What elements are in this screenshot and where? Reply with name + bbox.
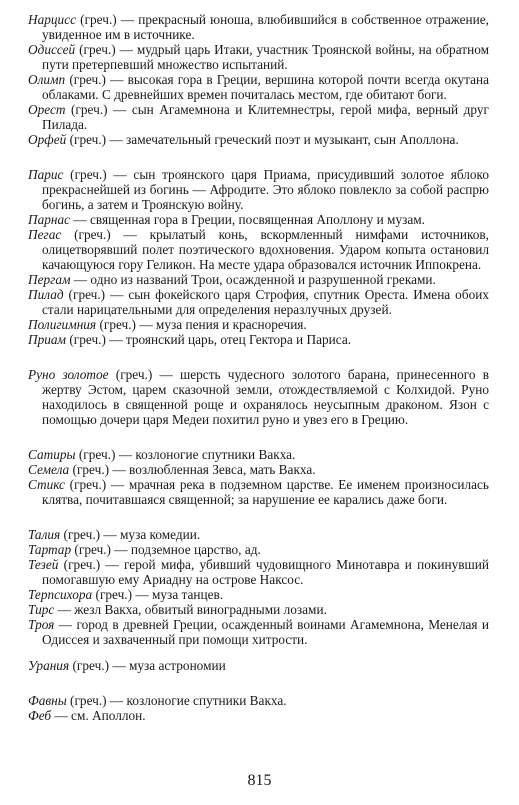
- entry-term: Нарцисс: [28, 12, 76, 27]
- glossary-entry: [28, 658, 489, 673]
- entry-term: Пегас: [28, 227, 62, 242]
- glossary-entry: [28, 332, 489, 347]
- entry-definition: (греч.) — возлюбленная Зевса, мать Вакха.: [69, 462, 316, 477]
- entry-definition: (греч.) — троянский царь, отец Гектора и Париса.: [66, 332, 352, 347]
- page-number: 815: [247, 772, 272, 789]
- entry-term: Руно золотое: [28, 367, 109, 382]
- entry-definition: (греч.) — замечательный греческий поэт и музыкант, сын Аполлона.: [66, 132, 459, 147]
- glossary-entry: [28, 367, 489, 427]
- entry-definition: (греч.) — козлоногие спутники Вакха.: [66, 693, 287, 708]
- entry-definition: (греч.) — козлоногие спутники Вакха.: [75, 447, 296, 462]
- entry-definition: (греч.) — сын троянского царя Приама, присудивший золотое яблоко прекраснейшей из богинь — Афродите. Это яблоко повлекло за собой распрю богинь, а затем и Троянскую войну.: [42, 167, 489, 212]
- glossary-entry: [28, 447, 489, 462]
- glossary-entry: [28, 12, 489, 42]
- entry-term: Приам: [28, 332, 67, 347]
- section-gap: [28, 507, 489, 527]
- entry-definition: (греч.) — муза пения и красноречия.: [96, 317, 307, 332]
- entry-term: Орест: [28, 102, 66, 117]
- entry-definition: — см. Аполлон.: [51, 708, 146, 723]
- entry-definition: (греч.) — муза комедии.: [60, 527, 201, 542]
- entry-definition: — одно из названий Трои, осажденной и разрушенной греками.: [70, 272, 436, 287]
- glossary-entry: [28, 42, 489, 72]
- entry-term: Полигимния: [28, 317, 97, 332]
- entry-term: Парис: [28, 167, 64, 182]
- entry-definition: (греч.) — мрачная река в подземном царстве. Ее именем произносилась клятва, почитавшаяся священной; за нарушение ее карались даже боги.: [42, 477, 489, 507]
- glossary-entry: [28, 617, 489, 647]
- glossary-entry: [28, 527, 489, 542]
- section-gap: [28, 147, 489, 167]
- entry-definition: (греч.) — подземное царство, ад.: [71, 542, 261, 557]
- entry-definition: (греч.) — шерсть чудесного золотого барана, принесенного в жертву Эстом, царем сказочной земли, отождествляемой с Колхидой. Руно находилось в священной роще и охранялось неусыпным драконом. Язон с помощью дочери царя Медеи похитил руно и увез его в Грецию.: [42, 367, 489, 427]
- entry-term: Сатиры: [28, 447, 76, 462]
- glossary-entry: [28, 708, 489, 723]
- glossary-entry: [28, 542, 489, 557]
- glossary-entries: [28, 12, 489, 723]
- glossary-entry: [28, 557, 489, 587]
- entry-definition: — город в древней Греции, осажденный воинами Агамемнона, Менелая и Одиссея и захваченный при помощи хитрости.: [42, 617, 489, 647]
- entry-term: Стикс: [28, 477, 65, 492]
- entry-term: Пилад: [28, 287, 64, 302]
- glossary-entry: [28, 477, 489, 507]
- glossary-entry: [28, 317, 489, 332]
- entry-definition: (греч.) — прекрасный юноша, влюбившийся в собственное отражение, увиденное им в источнике.: [42, 12, 489, 42]
- entry-definition: (греч.) — крылатый конь, вскормленный нимфами источников, олицетворявший полет поэтического вдохновения. Ударом копыта остановил качающуюся гору Геликон. На месте удара образовался источник Иппокрена.: [42, 227, 489, 272]
- entry-term: Троя: [28, 617, 55, 632]
- entry-term: Тезей: [28, 557, 59, 572]
- section-gap: [28, 673, 489, 693]
- glossary-entry: [28, 212, 489, 227]
- glossary-entry: [28, 462, 489, 477]
- entry-definition: (греч.) — сын Агамемнона и Клитемнестры, герой мифа, верный друг Пилада.: [42, 102, 489, 132]
- glossary-entry: [28, 272, 489, 287]
- entry-definition: — жезл Вакха, обвитый виноградными лозами.: [54, 602, 327, 617]
- entry-definition: (греч.) — сын фокейского царя Строфия, спутник Ореста. Имена обоих стали нарицательными для определения неразлучных друзей.: [42, 287, 489, 317]
- glossary-entry: [28, 287, 489, 317]
- section-gap: [28, 427, 489, 447]
- entry-term: Тирс: [28, 602, 55, 617]
- entry-term: Одиссей: [28, 42, 76, 57]
- entry-definition: (греч.) — муза астрономии: [69, 658, 226, 673]
- glossary-entry: [28, 72, 489, 102]
- entry-term: Фавны: [28, 693, 67, 708]
- entry-term: Семела: [28, 462, 70, 477]
- entry-definition: — священная гора в Греции, посвященная Аполлону и музам.: [70, 212, 425, 227]
- entry-term: Урания: [28, 658, 70, 673]
- entry-term: Терпсихора: [28, 587, 93, 602]
- entry-definition: (греч.) — высокая гора в Греции, вершина которой почти всегда окутана облаками. С древнейших времен почиталась местом, где обитают боги.: [42, 72, 489, 102]
- entry-term: Тартар: [28, 542, 72, 557]
- entry-definition: (греч.) — муза танцев.: [92, 587, 224, 602]
- glossary-entry: [28, 227, 489, 272]
- glossary-entry: [28, 102, 489, 132]
- section-gap: [28, 347, 489, 367]
- glossary-entry: [28, 693, 489, 708]
- glossary-entry: [28, 167, 489, 212]
- entry-term: Феб: [28, 708, 52, 723]
- entry-definition: (греч.) — мудрый царь Итаки, участник Троянской войны, на обратном пути претерпевший множество испытаний.: [42, 42, 489, 72]
- entry-term: Олимп: [28, 72, 66, 87]
- entry-term: Орфей: [28, 132, 67, 147]
- section-gap: [28, 647, 489, 658]
- entry-term: Талия: [28, 527, 61, 542]
- entry-term: Пергам: [28, 272, 71, 287]
- glossary-entry: [28, 132, 489, 147]
- entry-term: Парнас: [28, 212, 71, 227]
- glossary-entry: [28, 587, 489, 602]
- glossary-entry: [28, 602, 489, 617]
- entry-definition: (греч.) — герой мифа, убивший чудовищного Минотавра и покинувший помогавшую ему Ариадну на острове Наксос.: [42, 557, 489, 587]
